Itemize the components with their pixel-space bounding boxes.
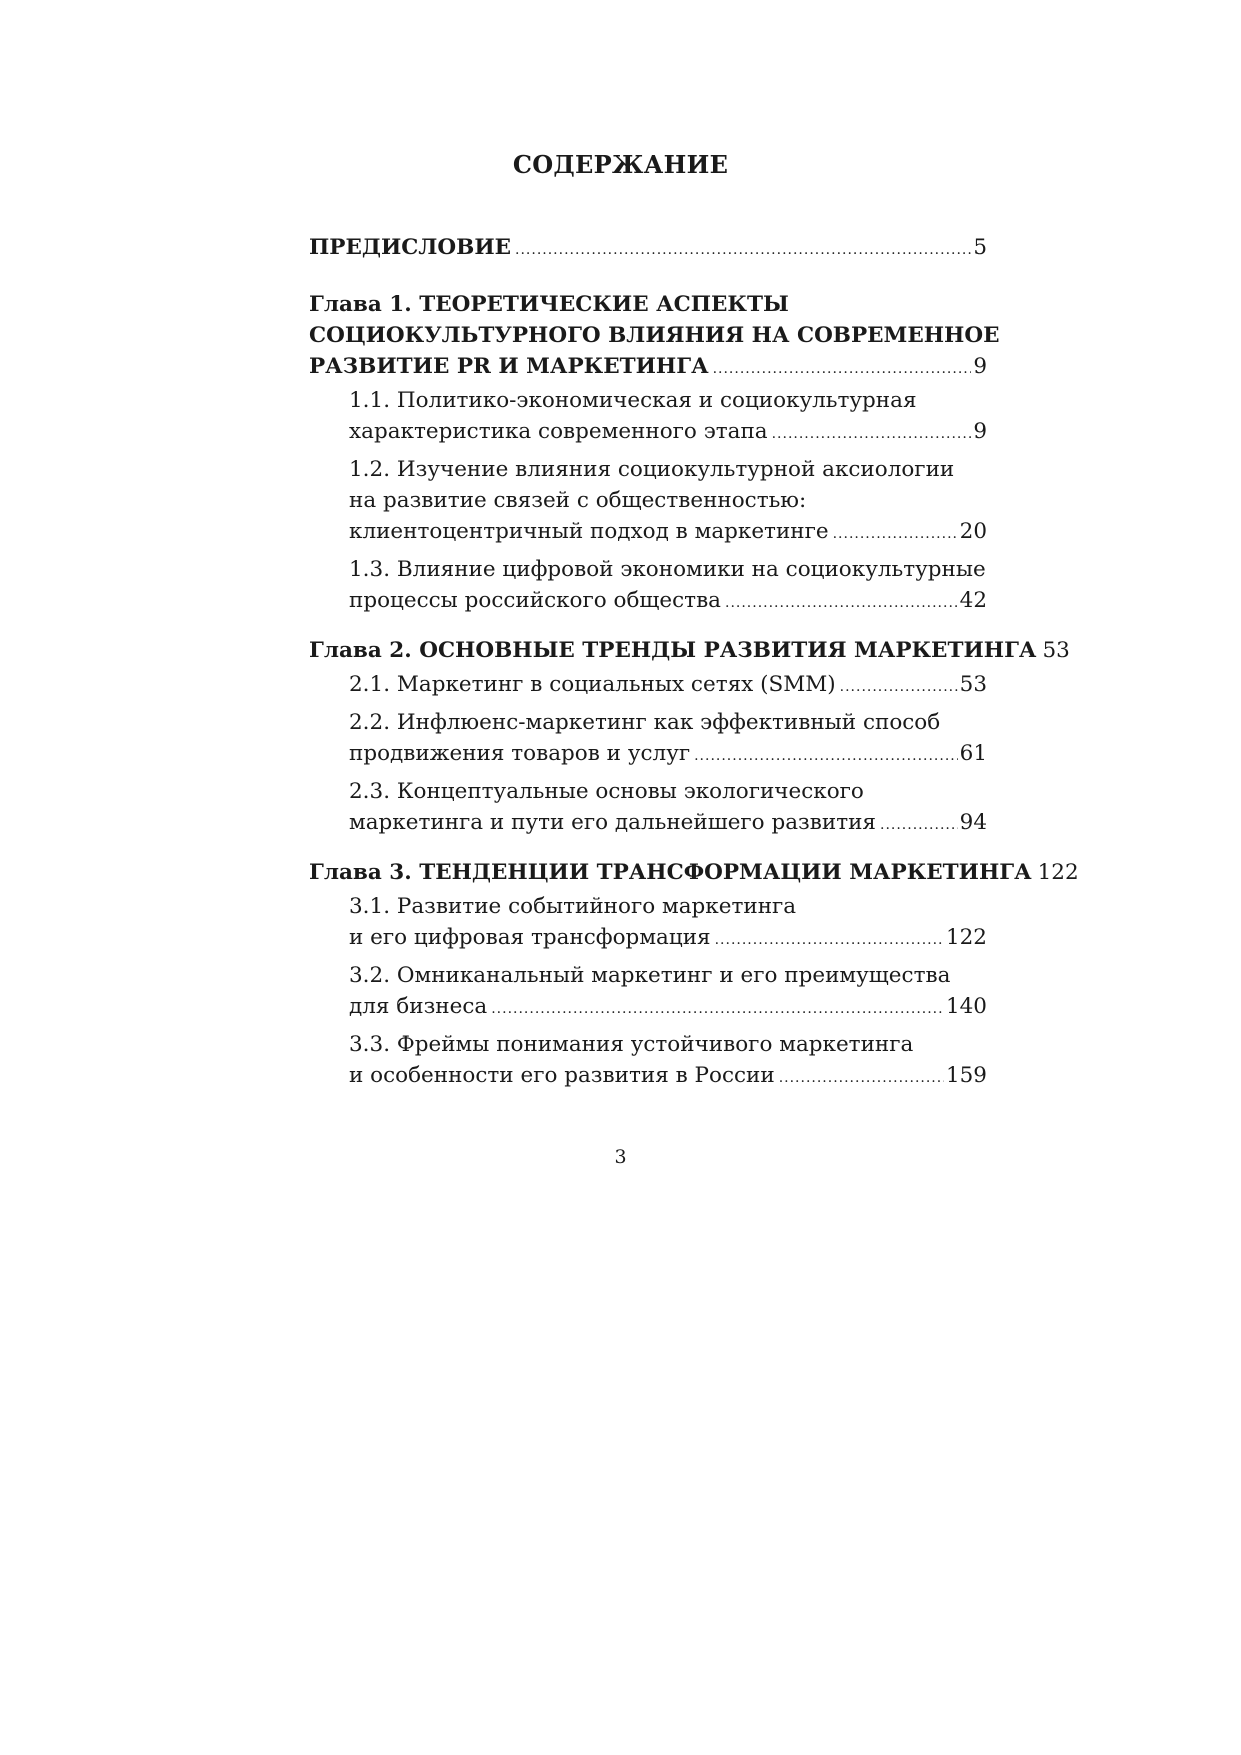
- toc-entry-title-line: СОЦИОКУЛЬТУРНОГО ВЛИЯНИЯ НА СОВРЕМЕННОЕ: [309, 323, 1000, 348]
- toc-page-number: 53: [1042, 638, 1070, 663]
- dot-leader: [491, 994, 944, 1025]
- dot-leader: [713, 354, 972, 385]
- toc-entry-title-line: 1.1. Политико-экономическая и социокультурная: [349, 388, 917, 413]
- dot-leader: [840, 672, 958, 703]
- toc-entry-section-3-1[interactable]: [309, 891, 987, 956]
- toc-entry-section-3-2[interactable]: [309, 960, 987, 1025]
- toc-entry-title-line: 2.3. Концептуальные основы экологического: [349, 779, 864, 804]
- toc-page-number: 159: [945, 1063, 987, 1088]
- table-of-contents: [309, 232, 1079, 1094]
- toc-entry-chapter-2[interactable]: [309, 635, 1070, 669]
- toc-entry-title-line: 3.3. Фреймы понимания устойчивого маркетинга: [349, 1032, 914, 1057]
- toc-entry-title: Глава 2. ОСНОВНЫЕ ТРЕНДЫ РАЗВИТИЯ МАРКЕТИНГА: [309, 638, 1037, 663]
- toc-entry-title-line: РАЗВИТИЕ PR И МАРКЕТИНГА: [309, 354, 709, 379]
- toc-page-number: 122: [945, 925, 987, 950]
- dot-leader: [725, 588, 958, 619]
- toc-entry-section-2-2[interactable]: [309, 707, 987, 772]
- toc-entry-chapter-3[interactable]: [309, 857, 1079, 891]
- toc-entry-title-line: Глава 1. ТЕОРЕТИЧЕСКИЕ АСПЕКТЫ: [309, 292, 789, 317]
- toc-page-number: 20: [959, 519, 987, 544]
- toc-page-number: 61: [959, 741, 987, 766]
- toc-entry-title-line: для бизнеса: [349, 994, 488, 1019]
- dot-leader: [880, 810, 958, 841]
- toc-entry-chapter-1[interactable]: [309, 289, 1000, 385]
- toc-page-number: 140: [945, 994, 987, 1019]
- toc-entry-section-1-3[interactable]: [309, 554, 987, 619]
- toc-page-number: 5: [973, 235, 987, 260]
- toc-heading: СОДЕРЖАНИЕ: [512, 150, 729, 179]
- toc-page-number: 53: [959, 672, 987, 697]
- toc-page-number: 122: [1037, 860, 1079, 885]
- toc-page-number: 42: [959, 588, 987, 613]
- toc-entry-title: ПРЕДИСЛОВИЕ: [309, 235, 512, 260]
- toc-entry-preface[interactable]: [309, 232, 987, 266]
- toc-entry-section-3-3[interactable]: [309, 1029, 987, 1094]
- toc-entry-title-line: на развитие связей с общественностью:: [349, 488, 807, 513]
- toc-entry-section-2-3[interactable]: [309, 776, 987, 841]
- toc-entry-title: Глава 3. ТЕНДЕНЦИИ ТРАНСФОРМАЦИИ МАРКЕТИНГА: [309, 860, 1032, 885]
- toc-page-number: 9: [973, 354, 987, 379]
- toc-page-number: 9: [973, 419, 987, 444]
- toc-entry-title-line: 1.3. Влияние цифровой экономики на социокультурные: [349, 557, 986, 582]
- dot-leader: [772, 419, 972, 450]
- dot-leader: [694, 741, 958, 772]
- toc-page-number: 94: [959, 810, 987, 835]
- toc-entry-title-line: 2.2. Инфлюенс-маркетинг как эффективный способ: [349, 710, 941, 735]
- toc-entry-title-line: 3.1. Развитие событийного маркетинга: [349, 894, 797, 919]
- toc-entry-section-1-2[interactable]: [309, 454, 987, 550]
- toc-entry-title-line: процессы российского общества: [349, 588, 721, 613]
- page-number: 3: [614, 1146, 627, 1168]
- toc-entry-title-line: продвижения товаров и услуг: [349, 741, 691, 766]
- toc-entry-section-1-1[interactable]: [309, 385, 987, 450]
- toc-entry-title: 2.1. Маркетинг в социальных сетях (SMM): [349, 672, 836, 697]
- dot-leader: [715, 925, 944, 956]
- toc-entry-title-line: характеристика современного этапа: [349, 419, 768, 444]
- dot-leader: [833, 519, 958, 550]
- toc-entry-title-line: и особенности его развития в России: [349, 1063, 775, 1088]
- toc-entry-title-line: клиентоцентричный подход в маркетинге: [349, 519, 829, 544]
- toc-entry-title-line: 3.2. Омниканальный маркетинг и его преимущества: [349, 963, 951, 988]
- toc-entry-title-line: 1.2. Изучение влияния социокультурной аксиологии: [349, 457, 955, 482]
- toc-entry-section-2-1[interactable]: [309, 669, 987, 703]
- toc-entry-title-line: и его цифровая трансформация: [349, 925, 711, 950]
- dot-leader: [779, 1063, 944, 1094]
- dot-leader: [515, 235, 971, 266]
- toc-entry-title-line: маркетинга и пути его дальнейшего развития: [349, 810, 876, 835]
